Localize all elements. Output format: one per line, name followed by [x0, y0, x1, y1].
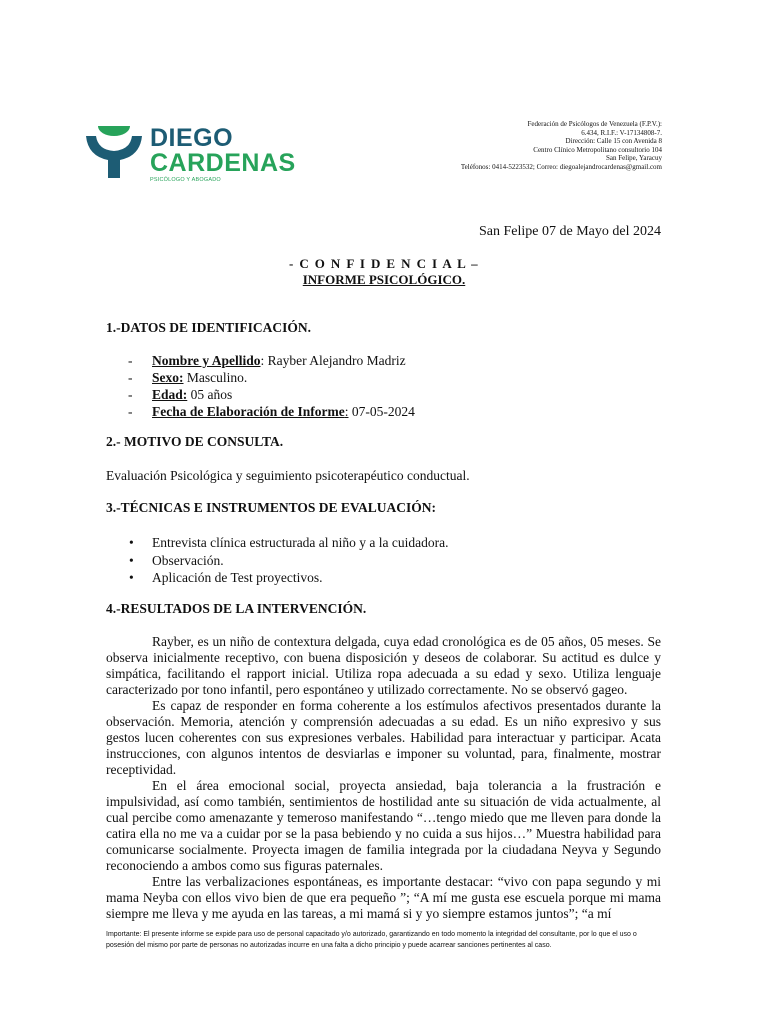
logo-wordmark	[150, 126, 296, 183]
field-label: Sexo:	[152, 370, 184, 385]
list-item	[128, 352, 415, 369]
techniques-list	[128, 534, 449, 587]
list-item	[128, 403, 415, 420]
logo-last-name: CARDENAS	[150, 149, 296, 177]
list-item	[128, 386, 415, 403]
contact-line: Centro Clínico Metropolitano consultorio 104	[533, 145, 662, 154]
document-title	[0, 256, 768, 288]
brand-logo	[84, 126, 304, 184]
confidential-label: - C O N F I D E N C I A L –	[288, 256, 480, 271]
identification-list	[128, 352, 415, 420]
field-separator: :	[344, 404, 349, 419]
consultation-reason: Evaluación Psicológica y seguimiento psicoterapéutico conductual.	[106, 468, 470, 483]
contact-line: 6.434, R.I.F.: V-17134808-7.	[581, 128, 662, 137]
field-value: Masculino.	[183, 370, 248, 385]
field-value: 05 años	[187, 387, 233, 402]
list-item: • Aplicación de Test proyectivos.	[128, 569, 449, 587]
field-label: Edad:	[152, 387, 188, 402]
logo-first-name: DIEGO	[150, 124, 234, 152]
logo-subtitle: PSICÓLOGO Y ABOGADO	[150, 177, 221, 183]
paragraph: En el área emocional social, proyecta ansiedad, baja tolerancia a la frustración e impulsividad, así como también, sentimientos de hostilidad ante su situación de vida actualmente, al cual percibe como amenazante y temeroso manifestando “…tengo miedo que me lleven para donde la catira ella no me va a cuidar por se la pasa bebiendo y no cuida a sus hijos…” Muestra habilidad para comunicarse socialmente. Proyecta imagen de familia integrada por la ciudadana Neyva y Segundo reconociendo a ambos como sus figuras paternales.	[106, 778, 661, 873]
document-date: San Felipe 07 de Mayo del 2024	[479, 224, 661, 239]
results-body	[106, 634, 661, 922]
field-value: : Rayber Alejandro Madriz	[260, 353, 406, 368]
field-value: 07-05-2024	[348, 404, 415, 419]
list-item: • Entrevista clínica estructurada al niño y a la cuidadora.	[128, 534, 449, 552]
field-label: Fecha de Elaboración de Informe	[152, 404, 345, 419]
contact-block	[402, 120, 662, 172]
list-item: • Observación.	[128, 552, 449, 570]
list-item	[128, 369, 415, 386]
contact-line: Federación de Psicólogos de Venezuela (F.P.V.):	[527, 120, 662, 128]
contact-line: San Felipe, Yaracuy	[606, 154, 662, 163]
footer-disclaimer: Importante: El presente informe se expide para uso de personal capacitado y/o autorizado, garantizando en todo momento la integridad del consultante, por lo que el uso o posesión del mismo por parte de personas no autorizadas incurre en una falta a dicho principio y puede acarrear sanciones pertinentes al caso.	[106, 931, 637, 949]
paragraph: Es capaz de responder en forma coherente a los estímulos afectivos presentados durante la observación. Memoria, atención y comprensión adecuadas a su edad. Es un niño expresivo y sus gestos lucen coherentes con sus expresiones verbales. Habilidad para interactuar y participar. Acata instrucciones, con algunos intentos de desviarlas e imponer su voluntad, para, finalmente, mostrar receptividad.	[106, 698, 661, 777]
report-title: INFORME PSICOLÓGICO.	[302, 272, 466, 287]
section-heading-reason: 2.- MOTIVO DE CONSULTA.	[106, 434, 284, 449]
section-heading-results: 4.-RESULTADOS DE LA INTERVENCIÓN.	[106, 601, 367, 616]
paragraph: Entre las verbalizaciones espontáneas, es importante destacar: “vivo con papa segundo y mi mama Neyba con ellos vivo bien de que era pequeño ”; “A mí me gusta ese escuela porque mi mama siempre me lleva y me ayuda en las tareas, a mi mamá si y yo siempre estamos juntos”; “a mí	[106, 874, 661, 921]
contact-line: Dirección: Calle 15 con Avenida 8	[565, 137, 662, 146]
logo-emblem-icon	[84, 126, 144, 182]
section-heading-techniques: 3.-TÉCNICAS E INSTRUMENTOS DE EVALUACIÓN:	[106, 500, 436, 515]
contact-line: Teléfonos: 0414-5223532; Correo: diegoalejandrocardenas@gmail.com	[460, 162, 662, 171]
section-heading-identification: 1.-DATOS DE IDENTIFICACIÓN.	[106, 320, 312, 335]
paragraph: Rayber, es un niño de contextura delgada, cuya edad cronológica es de 05 años, 05 meses. Se observa inicialmente receptivo, con buena disposición y deseos de colaborar. Su actitud es dulce y simpática, facilitando el rapport inicial. Utiliza ropa adecuada a su edad y sexo. Utiliza lenguaje caracterizado por tono infantil, pero espontáneo y utilizado correctamente. No se observó gageo.	[106, 634, 661, 697]
field-label: Nombre y Apellido	[152, 353, 261, 368]
